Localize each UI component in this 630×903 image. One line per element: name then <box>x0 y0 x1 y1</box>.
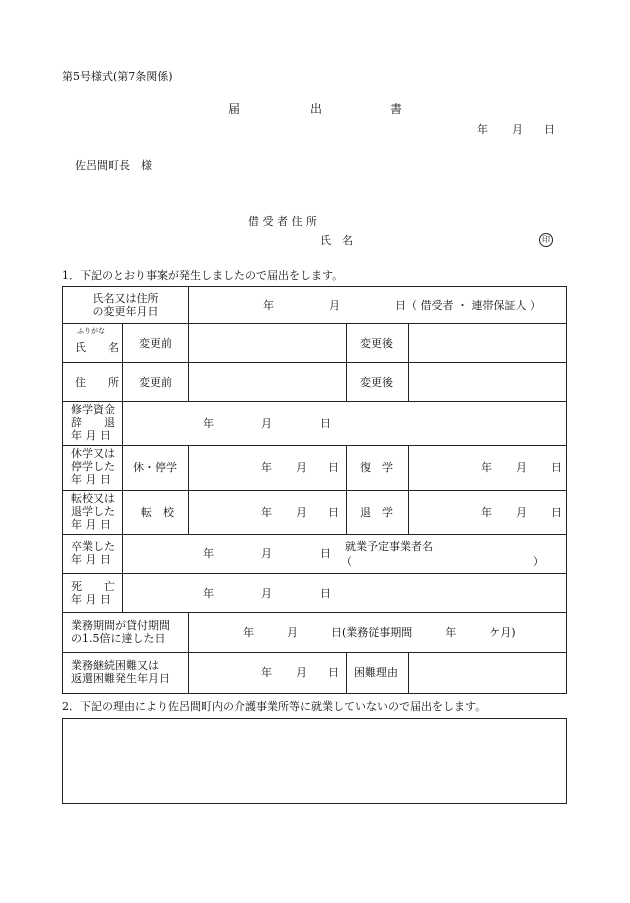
dropout-label: 退 学 <box>360 506 393 519</box>
graduate-label: 卒業した 年 月 日 <box>71 540 115 566</box>
transfer-day: 日 <box>328 506 339 519</box>
death-month: 月 <box>261 587 272 600</box>
transfer-year: 年 <box>261 506 272 519</box>
employer-label: 就業予定事業者名 <box>345 540 433 553</box>
death-day: 日 <box>320 587 331 600</box>
address-before-label: 変更前 <box>139 376 172 389</box>
return-day: 日 <box>551 461 562 474</box>
difficulty-year: 年 <box>261 666 272 679</box>
death-label: 死 亡 年 月 日 <box>71 580 115 606</box>
header-label: 氏名又は住所 の変更年月日 <box>92 292 159 318</box>
borrower-address-label: 借 受 者 住 所 <box>248 215 317 228</box>
leave-day: 日 <box>328 461 339 474</box>
leave-year: 年 <box>261 461 272 474</box>
withdraw-label: 修学資金 辞 退 年 月 日 <box>71 403 115 442</box>
address-label: 住 所 <box>75 376 119 389</box>
leave-label: 休学又は 停学した 年 月 日 <box>71 447 115 486</box>
address-after-label: 変更後 <box>360 376 393 389</box>
dropout-month: 月 <box>516 506 527 519</box>
difficulty-day: 日 <box>328 666 339 679</box>
section2-intro: 2．下記の理由により佐呂間町内の介護事業所等に就業していないので届出をします。 <box>62 700 487 713</box>
document-title-1: 届 <box>228 102 241 116</box>
name-ruby: ふりがな <box>77 327 105 335</box>
period-label: 業務期間が貸付期間 の1.5倍に達した日 <box>71 619 170 645</box>
dropout-year: 年 <box>481 506 492 519</box>
document-title-2: 出 <box>310 102 323 116</box>
document-title-3: 書 <box>390 102 403 116</box>
date-day: 日 <box>544 123 555 136</box>
name-label: 氏 名 <box>75 341 119 354</box>
name-before-label: 変更前 <box>139 337 172 350</box>
addressee: 佐呂間町長 様 <box>75 159 152 172</box>
leave-type: 休・停学 <box>133 461 177 474</box>
withdraw-year: 年 <box>203 417 214 430</box>
section1-intro: 1．下記のとおり事案が発生しましたので届出をします。 <box>62 269 344 282</box>
withdraw-month: 月 <box>261 417 272 430</box>
transfer-month: 月 <box>296 506 307 519</box>
transfer-label: 転校又は 退学した 年 月 日 <box>71 492 115 531</box>
header-date: 年 月 日（ 借受者 ・ 連帯保証人 ） <box>263 299 541 312</box>
return-year: 年 <box>481 461 492 474</box>
return-month: 月 <box>516 461 527 474</box>
graduate-month: 月 <box>261 547 272 560</box>
return-label: 復 学 <box>360 461 393 474</box>
transfer-type: 転 校 <box>141 506 174 519</box>
graduate-day: 日 <box>320 547 331 560</box>
dropout-day: 日 <box>551 506 562 519</box>
employer-close-paren: ） <box>533 555 544 568</box>
leave-month: 月 <box>296 461 307 474</box>
form-number: 第5号様式(第7条関係) <box>62 70 173 83</box>
report-table <box>62 286 567 694</box>
borrower-name-label: 氏 名 <box>320 234 353 247</box>
difficulty-label: 業務継続困難又は 返還困難発生年月日 <box>71 659 170 685</box>
seal-mark: 印 <box>539 233 553 247</box>
date-year: 年 <box>477 123 488 136</box>
employer-open-paren: （ <box>341 555 352 568</box>
date-month: 月 <box>512 123 523 136</box>
withdraw-day: 日 <box>320 417 331 430</box>
graduate-year: 年 <box>203 547 214 560</box>
difficulty-month: 月 <box>296 666 307 679</box>
difficulty-reason-label: 困難理由 <box>354 666 398 679</box>
name-after-label: 変更後 <box>360 337 393 350</box>
period-detail: 年 月 日(業務従事期間 年 ケ月) <box>243 626 516 639</box>
section2-reason-box[interactable] <box>62 718 567 804</box>
death-year: 年 <box>203 587 214 600</box>
